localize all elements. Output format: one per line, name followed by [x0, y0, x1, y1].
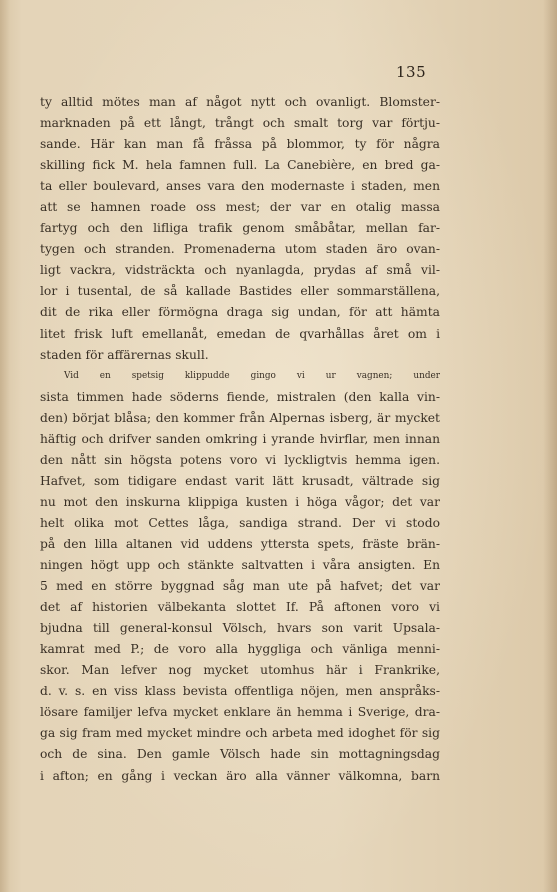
text-line: i afton; en gång i veckan äro alla vänner välkomna, barn [40, 768, 440, 783]
text-line: lösare familjer lefva mycket enklare än hemma i Sverige, dra- [40, 705, 440, 720]
text-line: att se hamnen roade oss mest; der var en otalig massa [40, 200, 440, 215]
text-line: helt olika mot Cettes låga, sandiga strand. Der vi stodo [40, 515, 440, 530]
text-line: på den lilla altanen vid uddens yttersta spets, fräste brän- [40, 536, 440, 551]
text-line: den nått sin högsta potens voro vi lyckligtvis hemma igen. [40, 452, 440, 467]
text-line: och de sina. Den gamle Völsch hade sin mottagningsdag [40, 747, 440, 762]
text-line: staden för affärernas skull. [40, 347, 209, 362]
text-line: det af historien välbekanta slottet If. På aftonen voro vi [40, 600, 440, 615]
text-line: skor. Man lefver nog mycket utomhus här i Frankrike, [40, 663, 440, 678]
body-text [40, 92, 440, 787]
text-line: litet frisk luft emellanåt, emedan de qvarhållas året om i [40, 326, 440, 341]
text-line: marknaden på ett långt, trångt och smalt torg var förtju- [40, 116, 440, 131]
text-line: fartyg och den lifliga trafik genom småbåtar, mellan far- [40, 221, 440, 236]
text-line: Hafvet, som tidigare endast varit lätt krusadt, vältrade sig [40, 473, 440, 488]
text-line: tygen och stranden. Promenaderna utom staden äro ovan- [40, 242, 440, 257]
text-line: den) börjat blåsa; den kommer från Alpernas isberg, är mycket [40, 410, 440, 425]
text-line: skilling fick M. hela famnen full. La Canebière, en bred ga- [40, 158, 440, 173]
text-line: ga sig fram med mycket mindre och arbeta med idoghet för sig [40, 726, 440, 741]
text-line: sande. Här kan man få fråssa på blommor, ty för några [40, 137, 440, 152]
text-line: kamrat med P.; de voro alla hyggliga och vänliga menni- [40, 642, 440, 657]
text-line: ligt vackra, vidsträckta och nyanlagda, prydas af små vil- [40, 263, 440, 278]
page-number: 135 [396, 63, 427, 81]
text-line: Vid en spetsig klippudde gingo vi ur vagnen; under [64, 370, 440, 381]
text-line: lor i tusental, de så kallade Bastides eller sommarställena, [40, 284, 440, 299]
text-line: nu mot den inskurna klippiga kusten i höga vågor; det var [40, 494, 440, 509]
text-line: häftig och drifver sanden omkring i yrande hvirflar, men innan [40, 431, 440, 446]
text-line: 5 med en större byggnad såg man ute på hafvet; det var [40, 579, 440, 594]
text-line: sista timmen hade söderns fiende, mistralen (den kalla vin- [40, 389, 440, 404]
text-line: dit de rika eller förmögna draga sig undan, för att hämta [40, 305, 440, 320]
text-line: ta eller boulevard, anses vara den modernaste i staden, men [40, 179, 440, 194]
text-line: d. v. s. en viss klass bevista offentliga nöjen, men anspråks- [40, 684, 440, 699]
text-line: ningen högt upp och stänkte saltvatten i våra ansigten. En [40, 558, 440, 573]
text-line: bjudna till general-konsul Völsch, hvars son varit Upsala- [40, 621, 440, 636]
text-line: ty alltid mötes man af något nytt och ovanligt. Blomster- [40, 95, 440, 109]
